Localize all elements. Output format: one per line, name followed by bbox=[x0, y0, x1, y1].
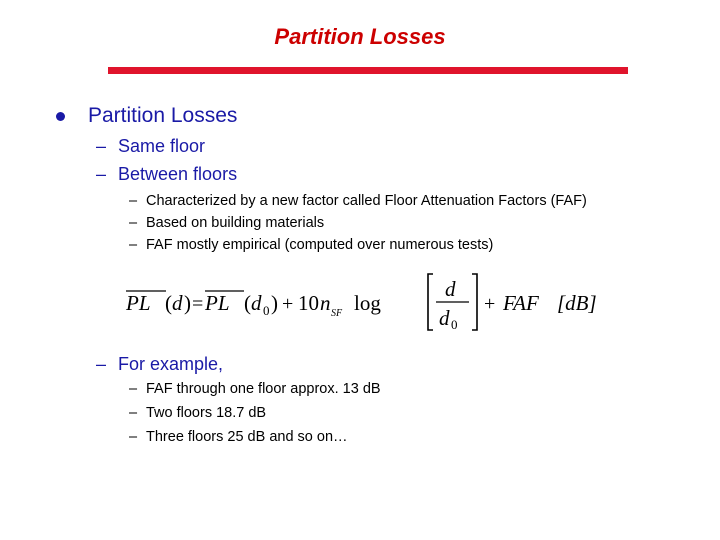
formula-d0: d bbox=[251, 291, 262, 315]
svg-text:+: + bbox=[484, 293, 496, 315]
example-label: Three floors 25 dB and so on… bbox=[146, 429, 348, 445]
detail-label: Based on building materials bbox=[146, 215, 325, 231]
example-item bbox=[129, 405, 266, 421]
dash-icon: – bbox=[129, 405, 138, 421]
svg-text:(: ( bbox=[244, 291, 251, 315]
formula-pl-right: PL bbox=[205, 291, 230, 315]
subbullet-for-example bbox=[96, 354, 223, 375]
svg-text:d: d bbox=[439, 306, 450, 330]
example-item bbox=[129, 429, 348, 445]
detail-label: Characterized by a new factor called Floor Attenuation Factors (FAF) bbox=[146, 193, 587, 209]
detail-label: FAF mostly empirical (computed over numerous tests) bbox=[146, 237, 494, 253]
svg-text:): ) bbox=[184, 291, 191, 315]
example-label: Two floors 18.7 dB bbox=[146, 405, 267, 421]
detail-item bbox=[129, 193, 587, 209]
dash-icon: – bbox=[129, 429, 138, 445]
dash-icon: – bbox=[129, 381, 138, 397]
detail-item bbox=[129, 237, 493, 253]
detail-item bbox=[129, 215, 324, 231]
svg-text:10: 10 bbox=[298, 291, 319, 315]
example-label: FAF through one floor approx. 13 dB bbox=[146, 381, 381, 397]
formula-faf: FAF bbox=[503, 291, 539, 315]
formula-unit: [dB] bbox=[557, 291, 597, 315]
svg-text:n: n bbox=[320, 291, 331, 315]
svg-text:+: + bbox=[282, 293, 294, 315]
subbullet-between-floors bbox=[96, 164, 237, 185]
formula-d: d bbox=[172, 291, 183, 315]
subbullet-label: Between floors bbox=[118, 164, 238, 184]
svg-text:=: = bbox=[192, 293, 204, 315]
dash-icon: – bbox=[96, 354, 107, 374]
svg-text:): ) bbox=[271, 291, 278, 315]
subbullet-same-floor bbox=[96, 136, 205, 157]
formula-pl-left: PL bbox=[126, 291, 151, 315]
dash-icon: – bbox=[96, 136, 107, 156]
svg-text:log: log bbox=[354, 291, 381, 315]
dash-icon: – bbox=[129, 237, 138, 253]
svg-text:0: 0 bbox=[263, 303, 270, 318]
dash-icon: – bbox=[129, 193, 138, 209]
slide-title: Partition Losses bbox=[274, 24, 446, 49]
path-loss-formula bbox=[122, 270, 622, 336]
title-underline bbox=[108, 67, 628, 74]
dash-icon: – bbox=[96, 164, 107, 184]
example-item bbox=[129, 381, 381, 397]
svg-text:d: d bbox=[445, 277, 456, 301]
bullet-dot-icon bbox=[56, 112, 65, 121]
dash-icon: – bbox=[129, 215, 138, 231]
svg-text:0: 0 bbox=[451, 317, 458, 332]
bullet-partition-losses: Partition Losses bbox=[88, 104, 238, 127]
subbullet-label: For example, bbox=[118, 354, 224, 374]
svg-text:(: ( bbox=[165, 291, 172, 315]
svg-text:SF: SF bbox=[331, 308, 343, 319]
subbullet-label: Same floor bbox=[118, 136, 206, 156]
